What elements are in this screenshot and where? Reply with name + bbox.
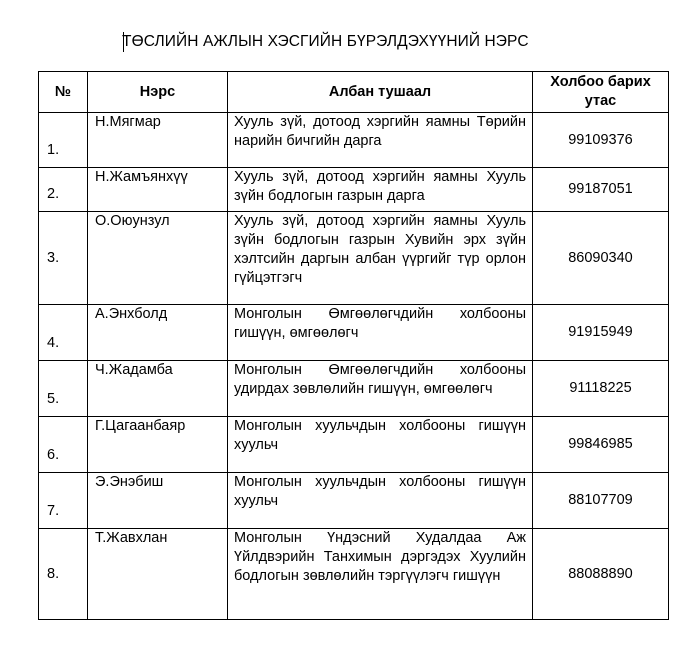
row-phone: 99187051 (533, 168, 669, 212)
table-row (39, 473, 669, 529)
table-row (39, 113, 669, 168)
row-number: 3. (39, 212, 88, 305)
row-position: Монголын хуульчдын холбооны гишүүн хуульч (228, 473, 533, 529)
row-phone: 91118225 (533, 361, 669, 417)
row-name: Т.Жавхлан (88, 529, 228, 620)
row-phone: 86090340 (533, 212, 669, 305)
row-name: Н.Жамъянхүү (88, 168, 228, 212)
row-name: А.Энхболд (88, 305, 228, 361)
table-row (39, 417, 669, 473)
table-row (39, 212, 669, 305)
table-header-row (39, 72, 669, 113)
row-position: Хууль зүй, дотоод хэргийн яамны Төрийн нарийн бичгийн дарга (228, 113, 533, 168)
header-position: Албан тушаал (228, 72, 533, 113)
row-name: Г.Цагаанбаяр (88, 417, 228, 473)
row-number: 2. (39, 168, 88, 212)
row-position: Монголын Өмгөөлөгчдийн холбооны удирдах зөвлөлийн гишүүн, өмгөөлөгч (228, 361, 533, 417)
table-row (39, 529, 669, 620)
header-number: № (39, 72, 88, 113)
row-phone: 99109376 (533, 113, 669, 168)
header-phone: Холбоо барих утас (533, 72, 669, 113)
row-number: 7. (39, 473, 88, 529)
row-name: Э.Энэбиш (88, 473, 228, 529)
table-row (39, 168, 669, 212)
page-title: ТӨСЛИЙН АЖЛЫН ХЭСГИЙН БҮРЭЛДЭХҮҮНИЙ НЭРС (122, 33, 529, 50)
row-number: 8. (39, 529, 88, 620)
row-number: 4. (39, 305, 88, 361)
row-position: Монголын Өмгөөлөгчдийн холбооны гишүүн, өмгөөлөгч (228, 305, 533, 361)
row-position: Хууль зүй, дотоод хэргийн яамны Хууль зүйн бодлогын газрын Хувийн эрх зүйн хэлтсийн даргын албан үүргийг түр орлон гүйцэтгэгч (228, 212, 533, 305)
row-position: Монголын хуульчдын холбооны гишүүн хуульч (228, 417, 533, 473)
row-phone: 99846985 (533, 417, 669, 473)
row-name: О.Оюунзул (88, 212, 228, 305)
row-phone: 88088890 (533, 529, 669, 620)
row-name: Ч.Жадамба (88, 361, 228, 417)
row-position: Монголын Үндэсний Худалдаа Аж Үйлдвэрийн Танхимын дэргэдэх Хуулийн бодлогын зөвлөлийн тэргүүлэгч гишүүн (228, 529, 533, 620)
row-number: 6. (39, 417, 88, 473)
row-phone: 91915949 (533, 305, 669, 361)
row-number: 1. (39, 113, 88, 168)
row-phone: 88107709 (533, 473, 669, 529)
row-name: Н.Мягмар (88, 113, 228, 168)
members-table (38, 71, 669, 620)
header-name: Нэрс (88, 72, 228, 113)
row-position: Хууль зүй, дотоод хэргийн яамны Хууль зүйн бодлогын газрын дарга (228, 168, 533, 212)
table-row (39, 305, 669, 361)
row-number: 5. (39, 361, 88, 417)
table-row (39, 361, 669, 417)
